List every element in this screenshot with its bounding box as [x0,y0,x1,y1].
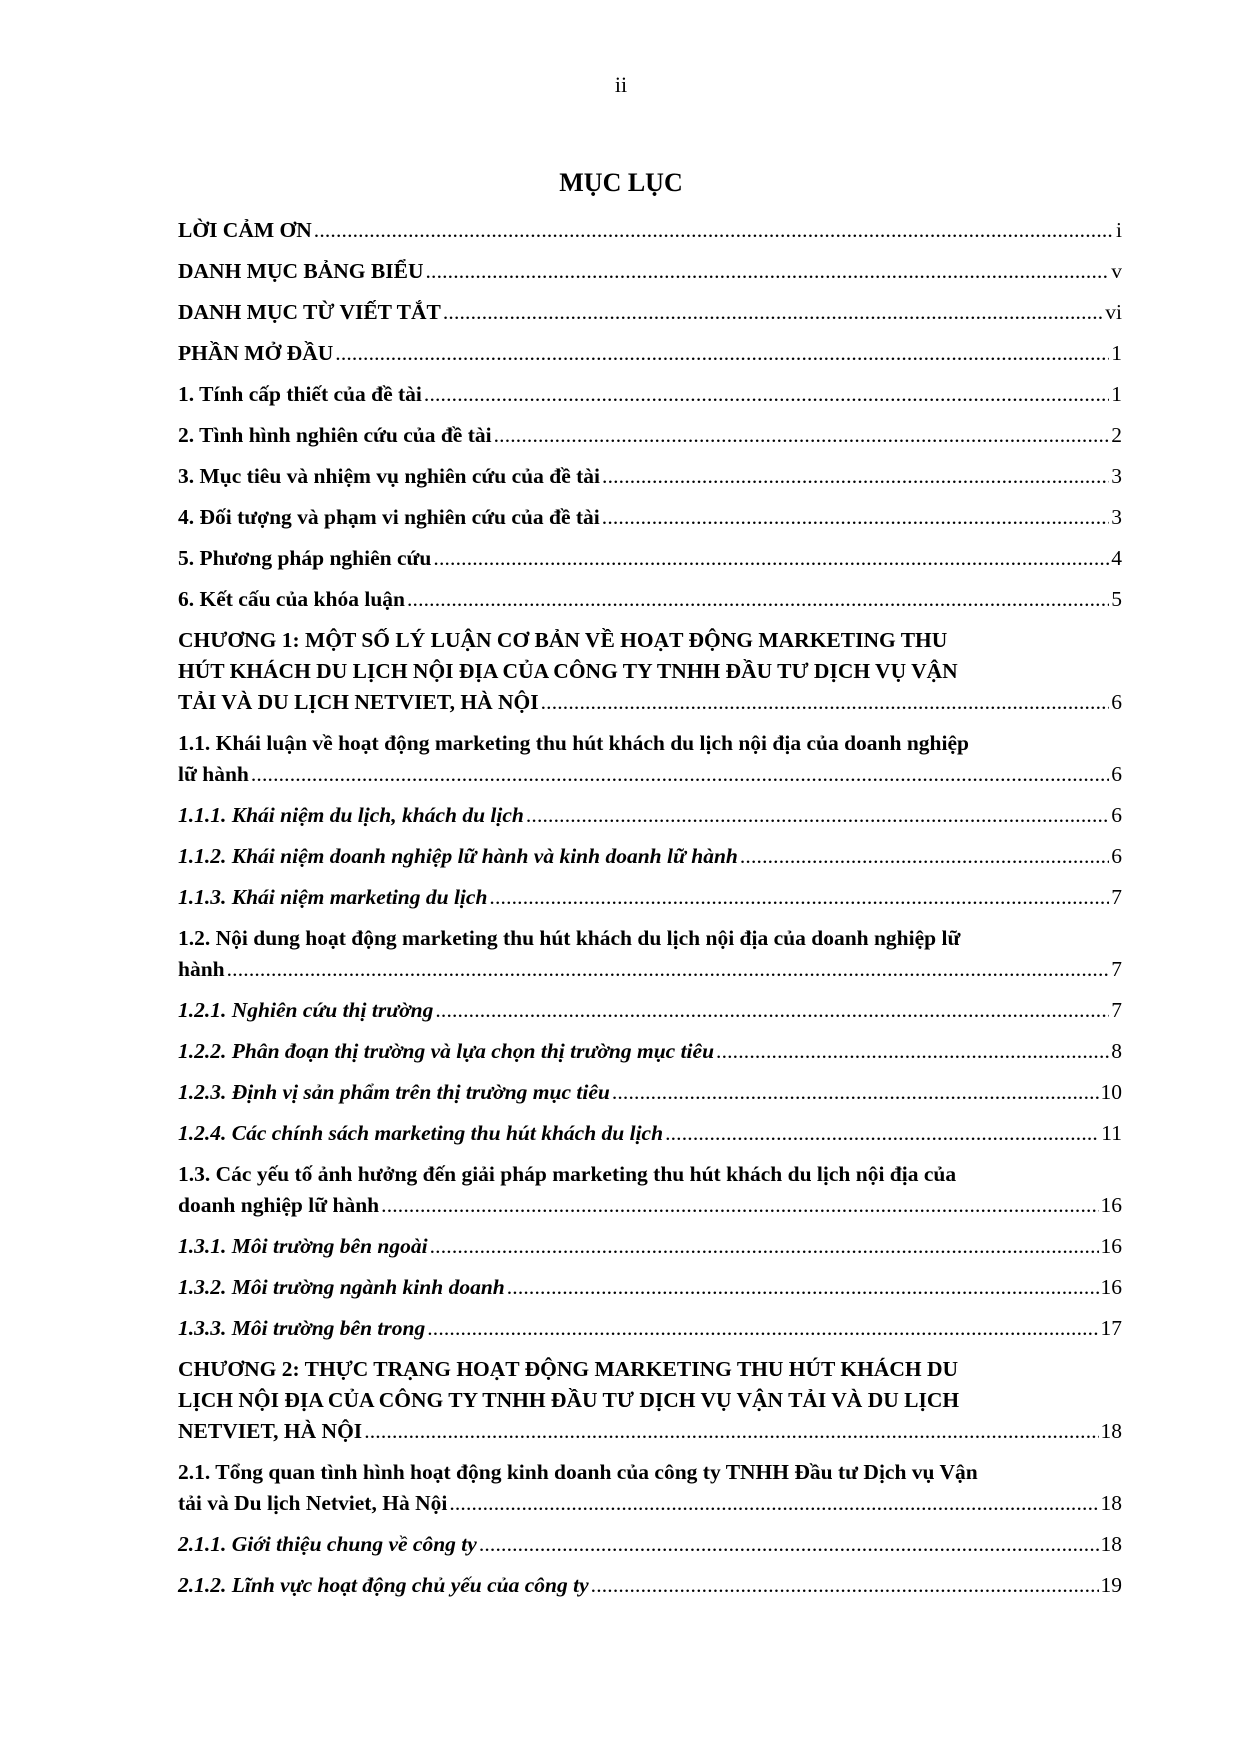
toc-entry-row [178,687,1122,718]
toc-entry-row [178,800,1122,831]
toc-entry-title: 5. Phương pháp nghiên cứu [178,546,432,570]
toc-entry-title-line: LỊCH NỘI ĐỊA CỦA CÔNG TY TNHH ĐẦU TƯ DỊCH VỤ VẬN TẢI VÀ DU LỊCH [178,1388,960,1412]
toc-entry-row [178,1190,1122,1221]
toc-entry[interactable] [178,728,1122,790]
toc-entry-title-line: 2.1. Tổng quan tình hình hoạt động kinh doanh của công ty TNHH Đầu tư Dịch vụ Vận [178,1460,978,1484]
toc-entry[interactable] [178,625,1122,718]
toc-entry-page: 8 [1111,1039,1122,1063]
dot-leader [227,954,1110,985]
dot-leader [612,1077,1099,1108]
toc-entry-title: 1.2.1. Nghiên cứu thị trường [178,998,434,1022]
toc-title: MỤC LỤC [559,168,683,197]
toc-entry[interactable] [178,1159,1122,1221]
toc-entry-title-line: HÚT KHÁCH DU LỊCH NỘI ĐỊA CỦA CÔNG TY TNHH ĐẦU TƯ DỊCH VỤ VẬN [178,659,958,683]
toc-entry[interactable] [178,1313,1122,1344]
toc-entry[interactable] [178,502,1122,533]
dot-leader [665,1118,1099,1149]
toc-entry-row [178,1077,1122,1108]
toc-entry-title: 2. Tình hình nghiên cứu của đề tài [178,423,492,447]
toc-entry-row [178,954,1122,985]
toc-entry-row [178,1529,1122,1560]
toc-entry-title-line: 1.3. Các yếu tố ảnh hưởng đến giải pháp marketing thu hút khách du lịch nội địa của [178,1162,957,1186]
toc-entry[interactable] [178,800,1122,831]
dot-leader [479,1529,1099,1560]
toc-entry[interactable] [178,1570,1122,1601]
toc-entry-page: 6 [1111,762,1122,786]
toc-entry[interactable] [178,882,1122,913]
toc-entry-page: 1 [1111,341,1122,365]
toc-entry-title: 1.2.4. Các chính sách marketing thu hút khách du lịch [178,1121,664,1145]
toc-entry-title: 1. Tính cấp thiết của đề tài [178,382,422,406]
toc-entry-row [178,1272,1122,1303]
toc-entry-title-line: CHƯƠNG 2: THỰC TRẠNG HOẠT ĐỘNG MARKETING THU HÚT KHÁCH DU [178,1357,959,1381]
toc-entry-page: 7 [1111,885,1122,909]
dot-leader [494,420,1110,451]
toc-entry-title: 1.1.1. Khái niệm du lịch, khách du lịch [178,803,524,827]
toc-entry-title: TẢI VÀ DU LỊCH NETVIET, HÀ NỘI [178,690,539,714]
dot-leader [430,1231,1099,1262]
toc-entry-row [178,584,1122,615]
dot-leader [424,379,1109,410]
toc-entry[interactable] [178,995,1122,1026]
toc-entry-page: 19 [1100,1573,1122,1597]
dot-leader [602,461,1109,492]
dot-leader [526,800,1109,831]
toc-entry[interactable] [178,1077,1122,1108]
toc-entry-row [178,297,1122,328]
toc-entry-title: 4. Đối tượng và phạm vi nghiên cứu của đề tài [178,505,600,529]
toc-entry-row [178,882,1122,913]
toc-entry-row [178,1036,1122,1067]
toc-entry-title: PHẦN MỞ ĐẦU [178,341,334,365]
toc-entry-row [178,1488,1122,1519]
dot-leader [541,687,1110,718]
toc-entry-title: LỜI CẢM ƠN [178,218,312,242]
toc-entry[interactable] [178,1529,1122,1560]
toc-entry-page: 16 [1100,1234,1122,1258]
toc-entry-title: DANH MỤC TỪ VIẾT TẮT [178,300,441,324]
toc-entry-row [178,995,1122,1026]
toc-entry-page: 3 [1111,505,1122,529]
toc-entry[interactable] [178,297,1122,328]
dot-leader [251,759,1109,790]
toc-entry-title: doanh nghiệp lữ hành [178,1193,380,1217]
toc-entry-page: 4 [1111,546,1122,570]
dot-leader [435,995,1109,1026]
toc-entry[interactable] [178,923,1122,985]
toc-entry-row [178,461,1122,492]
toc-entry[interactable] [178,584,1122,615]
toc-entry-row [178,1416,1122,1447]
toc-entry-row [178,759,1122,790]
toc-entry-title: 6. Kết cấu của khóa luận [178,587,405,611]
toc-entry[interactable] [178,1231,1122,1262]
toc-entry-row [178,543,1122,574]
toc-entry-page: 7 [1111,957,1122,981]
toc-entry-page: 18 [1100,1491,1122,1515]
toc-entry-page: 3 [1111,464,1122,488]
toc-entry-page: 17 [1100,1316,1122,1340]
toc-entry-row [178,338,1122,369]
toc-entry-row [178,502,1122,533]
toc-entry[interactable] [178,420,1122,451]
dot-leader [740,841,1109,872]
toc-entry-title: 1.2.3. Định vị sản phẩm trên thị trường mục tiêu [178,1080,610,1104]
toc-entry-page: 7 [1111,998,1122,1022]
toc-entry-title: lữ hành [178,762,249,786]
toc-entry-page: 16 [1100,1275,1122,1299]
toc-entry-row [178,1231,1122,1262]
dot-leader [449,1488,1098,1519]
toc-entry-page: i [1116,218,1122,242]
toc-entry-page: 2 [1111,423,1122,447]
toc-entry-page: 18 [1100,1532,1122,1556]
toc-entry-page: 18 [1100,1419,1122,1443]
toc-entry-title: 1.3.3. Môi trường bên trong [178,1316,426,1340]
dot-leader [716,1036,1109,1067]
toc-entry-page: 6 [1111,844,1122,868]
toc-entry-title: tải và Du lịch Netviet, Hà Nội [178,1491,448,1515]
toc-entry[interactable] [178,1036,1122,1067]
toc-entry-page: vi [1105,300,1122,324]
dot-leader [433,543,1109,574]
toc-entry-title: 1.3.1. Môi trường bên ngoài [178,1234,428,1258]
dot-leader [381,1190,1098,1221]
toc-entry-title: 2.1.1. Giới thiệu chung về công ty [178,1532,477,1556]
toc-entry-title: 2.1.2. Lĩnh vực hoạt động chủ yếu của công ty [178,1573,589,1597]
toc-entry[interactable] [178,1118,1122,1149]
toc-entry-row [178,1313,1122,1344]
toc-entry-page: 1 [1111,382,1122,406]
toc-entry-title: DANH MỤC BẢNG BIỂU [178,259,424,283]
toc-entry-title: 1.3.2. Môi trường ngành kinh doanh [178,1275,505,1299]
toc-entry-title-line: CHƯƠNG 1: MỘT SỐ LÝ LUẬN CƠ BẢN VỀ HOẠT ĐỘNG MARKETING THU [178,628,948,652]
toc-entry-row [178,1570,1122,1601]
toc-entry-title: NETVIET, HÀ NỘI [178,1419,363,1443]
toc-entry[interactable] [178,543,1122,574]
toc-entry[interactable] [178,1272,1122,1303]
toc-entry-row [178,379,1122,410]
dot-leader [335,338,1109,369]
toc-entry-page: 6 [1111,803,1122,827]
toc-entry[interactable] [178,338,1122,369]
dot-leader [425,256,1109,287]
toc-entry-title: 1.2.2. Phân đoạn thị trường và lựa chọn thị trường mục tiêu [178,1039,715,1063]
dot-leader [591,1570,1099,1601]
dot-leader [602,502,1109,533]
toc-entry-title-line: 1.1. Khái luận về hoạt động marketing thu hút khách du lịch nội địa của doanh nghiệp [178,731,969,755]
toc-entry-title: hành [178,957,225,981]
toc-entry-row [178,1118,1122,1149]
toc-entry-page: 16 [1100,1193,1122,1217]
toc-entry[interactable] [178,1457,1122,1519]
dot-leader [314,215,1114,246]
toc-entry-page: 6 [1111,690,1122,714]
dot-leader [507,1272,1099,1303]
toc-entry-title: 3. Mục tiêu và nhiệm vụ nghiên cứu của đề tài [178,464,601,488]
toc-entry-page: 10 [1100,1080,1122,1104]
toc-entry-title-line: 1.2. Nội dung hoạt động marketing thu hút khách du lịch nội địa của doanh nghiệp lữ [178,926,961,950]
dot-leader [443,297,1103,328]
toc-entry-title: 1.1.3. Khái niệm marketing du lịch [178,885,488,909]
page-number: ii [614,72,628,97]
toc-entry-title: 1.1.2. Khái niệm doanh nghiệp lữ hành và kinh doanh lữ hành [178,844,738,868]
table-of-contents [178,215,1122,1611]
toc-entry-row [178,841,1122,872]
toc-entry-page: v [1111,259,1122,283]
toc-entry[interactable] [178,1354,1122,1447]
dot-leader [364,1416,1098,1447]
toc-entry-row [178,256,1122,287]
toc-entry[interactable] [178,461,1122,492]
toc-entry[interactable] [178,379,1122,410]
toc-entry-row [178,420,1122,451]
toc-entry-row [178,215,1122,246]
toc-entry[interactable] [178,256,1122,287]
dot-leader [407,584,1109,615]
dot-leader [427,1313,1098,1344]
toc-entry[interactable] [178,215,1122,246]
dot-leader [489,882,1109,913]
toc-entry[interactable] [178,841,1122,872]
toc-entry-page: 11 [1101,1121,1122,1145]
toc-entry-page: 5 [1111,587,1122,611]
